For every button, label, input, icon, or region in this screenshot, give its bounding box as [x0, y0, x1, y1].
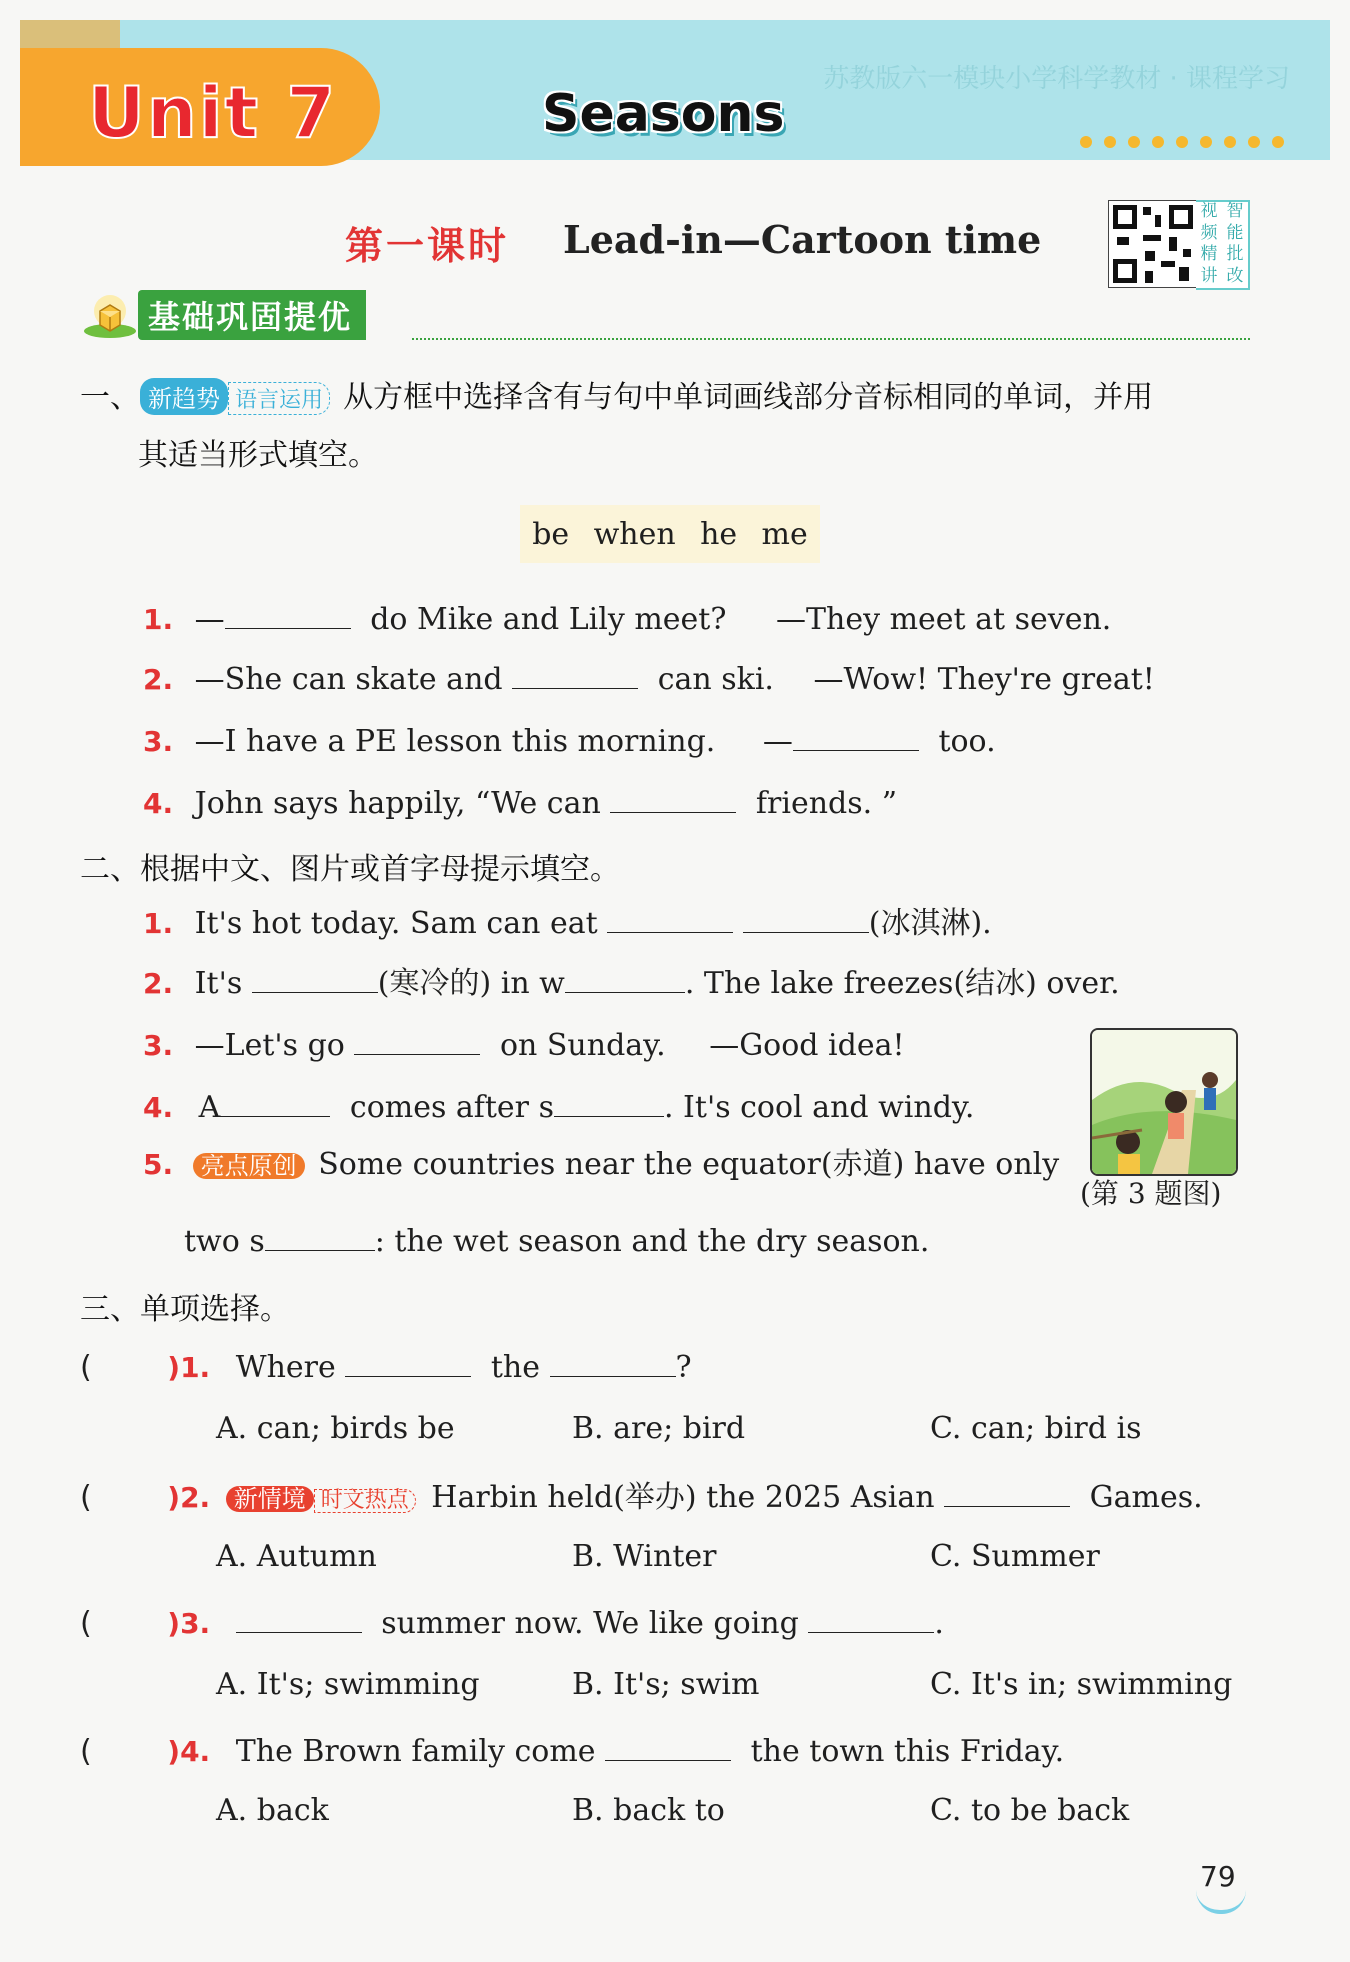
- item-text: —I have a PE lesson this morning.: [194, 724, 716, 759]
- item-text: (冰淇淋).: [868, 906, 992, 941]
- item-text: —: [194, 602, 225, 637]
- item-number: 5.: [143, 1148, 174, 1181]
- item-number: 4.: [143, 1091, 174, 1124]
- item-number: )1.: [167, 1351, 211, 1384]
- answer-blank[interactable]: [354, 1026, 480, 1055]
- header-faint-text: 苏教版六一模块小学科学教材 · 课程学习: [823, 64, 1290, 94]
- item-text: —Let's go: [194, 1028, 345, 1063]
- cube-sun-icon: [82, 291, 138, 339]
- part2-item-1: [143, 904, 992, 939]
- header-dots: [1080, 136, 1284, 148]
- item-text: —She can skate and: [194, 662, 503, 697]
- option-a[interactable]: A. can; birds be: [216, 1411, 455, 1446]
- answer-blank[interactable]: [793, 722, 919, 751]
- item-text: ?: [675, 1350, 692, 1385]
- qr-label-char: 批: [1226, 244, 1244, 264]
- word-box: [520, 505, 820, 563]
- option-c[interactable]: C. It's in; swimming: [930, 1667, 1233, 1702]
- item-text: can ski.: [657, 662, 774, 697]
- item-text: . It's cool and windy.: [663, 1090, 975, 1125]
- tag-new-context: 新情境: [226, 1486, 314, 1512]
- answer-paren[interactable]: (: [80, 1350, 92, 1385]
- part1-item-3: [143, 722, 996, 757]
- hiking-picture: [1090, 1028, 1238, 1176]
- part2-item-3: [143, 1026, 905, 1061]
- answer-blank[interactable]: [252, 964, 378, 993]
- answer-blank[interactable]: [605, 1732, 731, 1761]
- item-text: .: [934, 1606, 944, 1641]
- part3-heading: 三、单项选择。: [80, 1292, 290, 1327]
- item-text: It's: [194, 966, 243, 1001]
- section-banner: [82, 292, 366, 338]
- option-c[interactable]: C. to be back: [930, 1793, 1130, 1828]
- section-divider: [412, 338, 1250, 340]
- item-text: Where: [235, 1350, 336, 1385]
- item-number: 3.: [143, 725, 174, 758]
- unit-title: Seasons: [542, 84, 785, 144]
- item-number: )4.: [167, 1735, 211, 1768]
- item-text: two s: [184, 1224, 265, 1259]
- unit-label: Unit 7: [88, 72, 338, 154]
- answer-blank[interactable]: [554, 1088, 664, 1117]
- item-number: 3.: [143, 1029, 174, 1062]
- item-text: —Wow! They're great!: [813, 662, 1155, 697]
- item-text: Harbin held(举办) the 2025 Asian: [431, 1480, 935, 1515]
- item-number: 2.: [143, 967, 174, 1000]
- part2-item-2: [143, 964, 1120, 999]
- item-number: )3.: [167, 1607, 211, 1640]
- item-number: 2.: [143, 663, 174, 696]
- item-text: summer now. We like going: [381, 1606, 799, 1641]
- item-text: friends. ”: [755, 786, 898, 821]
- answer-blank[interactable]: [610, 784, 736, 813]
- option-a[interactable]: A. back: [216, 1793, 329, 1828]
- item-text: —: [762, 724, 793, 759]
- item-text: John says happily, “We can: [194, 786, 601, 821]
- qr-label: [1196, 200, 1250, 290]
- choice-question-2: [80, 1478, 1203, 1513]
- answer-blank[interactable]: [565, 964, 685, 993]
- item-text: The Brown family come: [235, 1734, 596, 1769]
- item-text: : the wet season and the dry season.: [374, 1224, 930, 1259]
- item-number: 1.: [143, 907, 174, 940]
- lesson-title-en: Lead-in—Cartoon time: [563, 217, 1042, 262]
- option-c[interactable]: C. can; bird is: [930, 1411, 1142, 1446]
- option-b[interactable]: B. are; bird: [572, 1411, 746, 1446]
- answer-blank[interactable]: [225, 600, 351, 629]
- item-text: comes after s: [349, 1090, 554, 1125]
- option-b[interactable]: B. Winter: [572, 1539, 717, 1574]
- part1-heading: [80, 372, 1153, 416]
- answer-paren[interactable]: (: [80, 1480, 92, 1515]
- part1-number: 一、: [80, 380, 140, 415]
- answer-blank[interactable]: [944, 1478, 1070, 1507]
- tag-language-use: 语言运用: [228, 382, 330, 415]
- box-word: when: [593, 516, 676, 552]
- item-text: the town this Friday.: [750, 1734, 1065, 1769]
- box-word: be: [532, 516, 570, 552]
- tag-current-events: 时文热点: [314, 1489, 416, 1513]
- box-word: me: [761, 516, 808, 552]
- tag-new-trend: 新趋势: [140, 378, 228, 415]
- part2-item-4: [143, 1088, 974, 1123]
- answer-blank[interactable]: [808, 1604, 934, 1633]
- item-text: on Sunday.: [499, 1028, 666, 1063]
- answer-blank[interactable]: [550, 1348, 676, 1377]
- qr-code-icon[interactable]: [1108, 200, 1198, 288]
- item-text: —Good idea!: [709, 1028, 905, 1063]
- item-text: do Mike and Lily meet?: [370, 602, 727, 637]
- answer-blank[interactable]: [265, 1222, 375, 1251]
- answer-blank[interactable]: [512, 660, 638, 689]
- item-number: 4.: [143, 787, 174, 820]
- qr-label-char: 智: [1226, 201, 1244, 221]
- qr-label-char: 能: [1226, 222, 1244, 243]
- picture-caption: (第 3 题图): [1080, 1177, 1222, 1210]
- qr-label-char: 频: [1200, 222, 1218, 243]
- item-text: —They meet at seven.: [776, 602, 1112, 637]
- part2-item-5-cont: [184, 1222, 929, 1257]
- part2-item-5: [143, 1147, 1060, 1182]
- item-number: 1.: [143, 603, 174, 636]
- answer-blank[interactable]: [607, 904, 733, 933]
- item-number: )2.: [167, 1481, 211, 1514]
- part2-heading: 二、根据中文、图片或首字母提示填空。: [80, 852, 620, 887]
- option-b[interactable]: B. It's; swim: [572, 1667, 760, 1702]
- item-text: A: [198, 1090, 221, 1125]
- qr-label-char: 改: [1226, 265, 1244, 286]
- page-number: 79: [1200, 1860, 1236, 1893]
- qr-label-char: 视: [1200, 201, 1218, 221]
- item-text: (寒冷的) in w: [377, 966, 565, 1001]
- option-a[interactable]: A. Autumn: [216, 1539, 377, 1574]
- item-text: Games.: [1089, 1480, 1203, 1515]
- answer-paren[interactable]: (: [80, 1606, 92, 1641]
- item-text: It's hot today. Sam can eat: [194, 906, 598, 941]
- answer-blank[interactable]: [236, 1604, 362, 1633]
- section-title: 基础巩固提优: [138, 290, 366, 340]
- part1-instruction: 从方框中选择含有与句中单词画线部分音标相同的单词，并用: [343, 380, 1154, 415]
- choice-question-4: [80, 1732, 1064, 1767]
- option-a[interactable]: A. It's; swimming: [216, 1667, 480, 1702]
- item-text: too.: [938, 724, 996, 759]
- answer-blank[interactable]: [345, 1348, 471, 1377]
- part1-item-1: [143, 600, 1111, 635]
- option-c[interactable]: C. Summer: [930, 1539, 1100, 1574]
- option-b[interactable]: B. back to: [572, 1793, 725, 1828]
- answer-blank[interactable]: [743, 904, 869, 933]
- tag-original: 亮点原创: [193, 1153, 305, 1179]
- page-number-decoration: [1196, 1890, 1246, 1914]
- part1-item-2: [143, 660, 1155, 695]
- box-word: he: [700, 516, 738, 552]
- answer-blank[interactable]: [220, 1088, 330, 1117]
- choice-question-1: [80, 1348, 692, 1383]
- part1-item-4: [143, 784, 897, 819]
- item-text: . The lake freezes(结冰) over.: [684, 966, 1120, 1001]
- item-text: Some countries near the equator(赤道) have only: [318, 1147, 1060, 1182]
- part1-instruction-cont: 其适当形式填空。: [138, 438, 378, 473]
- item-text: the: [490, 1350, 540, 1385]
- answer-paren[interactable]: (: [80, 1734, 92, 1769]
- lesson-title-cn: 第一课时: [345, 223, 510, 268]
- choice-question-3: [80, 1604, 944, 1639]
- unit-pill-tab: [20, 20, 120, 50]
- qr-label-char: 讲: [1200, 265, 1218, 286]
- qr-label-char: 精: [1200, 244, 1218, 264]
